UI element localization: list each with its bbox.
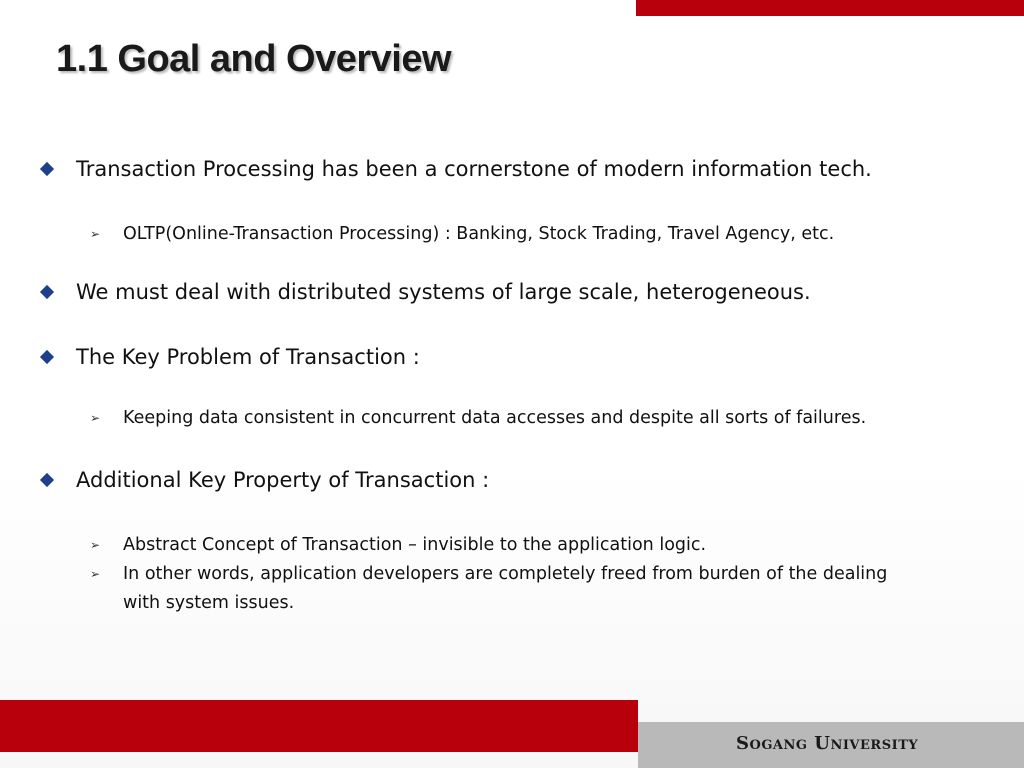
- bullet-text: The Key Problem of Transaction :: [76, 345, 420, 369]
- university-logo-text: Sogang University: [736, 733, 919, 754]
- sub-bullet-item: [90, 560, 910, 618]
- sub-bullet-item: [90, 531, 706, 560]
- bullet-item: [40, 345, 420, 369]
- arrowhead-icon: ➢: [90, 411, 101, 425]
- diamond-icon: [40, 473, 54, 487]
- diamond-icon: [40, 285, 54, 299]
- bullet-text: Additional Key Property of Transaction :: [76, 468, 490, 492]
- sub-bullet-text: Keeping data consistent in concurrent data accesses and despite all sorts of failures.: [123, 408, 867, 428]
- slide-title: 1.1 Goal and Overview: [56, 38, 452, 80]
- footer-red-band: [0, 700, 638, 752]
- bullet-text: We must deal with distributed systems of large scale, heterogeneous.: [76, 280, 811, 304]
- bullet-item: [40, 157, 872, 181]
- sub-bullet-text: OLTP(Online-Transaction Processing) : Banking, Stock Trading, Travel Agency, etc.: [123, 224, 835, 244]
- arrowhead-icon: ➢: [90, 227, 101, 241]
- diamond-icon: [40, 162, 54, 176]
- arrowhead-icon: ➢: [90, 567, 101, 581]
- sub-bullet-text: Abstract Concept of Transaction – invisible to the application logic.: [123, 535, 707, 555]
- arrowhead-icon: ➢: [90, 538, 101, 552]
- bullet-text: Transaction Processing has been a cornerstone of modern information tech.: [76, 157, 872, 181]
- bullet-item: [40, 280, 811, 304]
- sub-bullet-item: [90, 220, 834, 249]
- sub-bullet-text: In other words, application developers are completely freed from burden of the dealing with system issues.: [123, 564, 888, 613]
- bullet-item: [40, 468, 489, 492]
- diamond-icon: [40, 350, 54, 364]
- sub-bullet-item: [90, 404, 866, 433]
- top-accent-bar: [636, 0, 1024, 16]
